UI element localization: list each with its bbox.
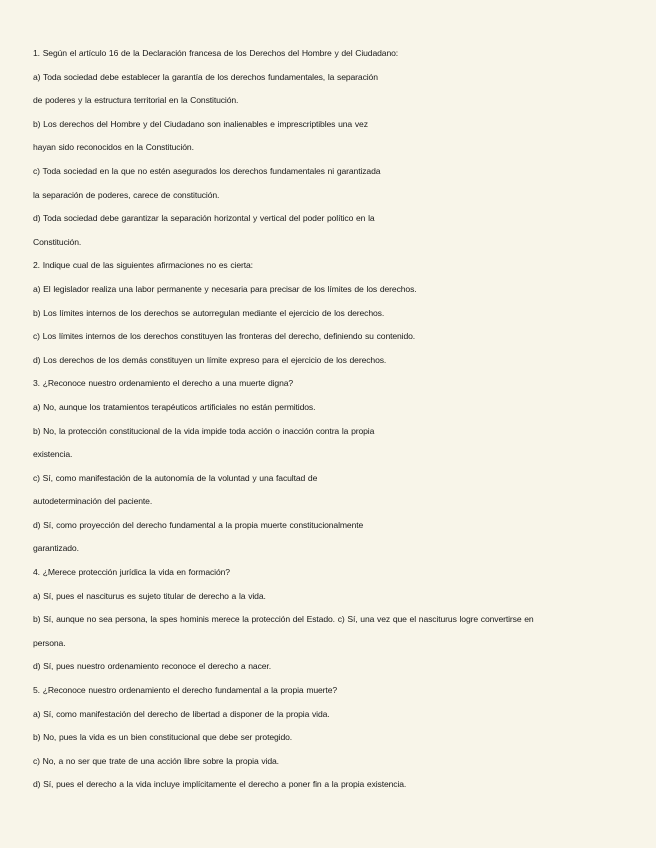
question-5-option-c: c) No, a no ser que trate de una acción libre sobre la propia vida.: [33, 755, 279, 766]
question-5-option-d: d) Sí, pues el derecho a la vida incluye implícitamente el derecho a poner fin a la propia existencia.: [33, 779, 407, 790]
question-3-option-b-cont: existencia.: [33, 449, 73, 460]
question-4-option-b-c: b) Sí, aunque no sea persona, la spes hominis merece la protección del Estado. c) Sí, una vez que el nasciturus logre convertirse en: [33, 614, 534, 625]
question-2-text: 2. Indique cual de las siguientes afirmaciones no es cierta:: [33, 260, 253, 271]
question-4-option-a: a) Sí, pues el nasciturus es sujeto titular de derecho a la vida.: [33, 590, 266, 601]
question-1-option-d: d) Toda sociedad debe garantizar la separación horizontal y vertical del poder político en la: [33, 213, 375, 224]
question-3-option-d: d) Sí, como proyección del derecho fundamental a la propia muerte constitucionalmente: [33, 519, 364, 530]
question-3-option-c: c) Sí, como manifestación de la autonomía de la voluntad y una facultad de: [33, 472, 318, 483]
question-3-option-c-cont: autodeterminación del paciente.: [33, 496, 153, 507]
question-2-option-a: a) El legislador realiza una labor permanente y necesaria para precisar de los límites de los derechos.: [33, 283, 417, 294]
question-1-option-a-cont: de poderes y la estructura territorial en la Constitución.: [33, 95, 239, 106]
question-1-option-c-cont: la separación de poderes, carece de constitución.: [33, 189, 220, 200]
question-2-option-b: b) Los límites internos de los derechos se autorregulan mediante el ejercicio de los derechos.: [33, 307, 385, 318]
question-4-option-c-cont: persona.: [33, 637, 66, 648]
question-1-option-d-cont: Constitución.: [33, 236, 82, 247]
question-4-text: 4. ¿Merece protección jurídica la vida en formación?: [33, 567, 230, 578]
question-2-option-c: c) Los límites internos de los derechos constituyen las fronteras del derecho, definiendo su contenido.: [33, 331, 416, 342]
question-3-option-a: a) No, aunque los tratamientos terapéuticos artificiales no están permitidos.: [33, 401, 316, 412]
question-5-option-a: a) Sí, como manifestación del derecho de libertad a disponer de la propia vida.: [33, 708, 330, 719]
question-2-option-d: d) Los derechos de los demás constituyen un límite expreso para el ejercicio de los derechos.: [33, 354, 387, 365]
question-3-text: 3. ¿Reconoce nuestro ordenamiento el derecho a una muerte digna?: [33, 378, 294, 389]
question-1-option-c: c) Toda sociedad en la que no estén asegurados los derechos fundamentales ni garantizada: [33, 165, 381, 176]
question-1-option-b: b) Los derechos del Hombre y del Ciudadano son inalienables e imprescriptibles una vez: [33, 118, 368, 129]
question-1-option-b-cont: hayan sido reconocidos en la Constitución.: [33, 142, 194, 153]
question-3-option-d-cont: garantizado.: [33, 543, 79, 554]
question-5-text: 5. ¿Reconoce nuestro ordenamiento el derecho fundamental a la propia muerte?: [33, 685, 338, 696]
document-page: [33, 48, 633, 803]
question-5-option-b: b) No, pues la vida es un bien constitucional que debe ser protegido.: [33, 732, 293, 743]
question-1-text: 1. Según el artículo 16 de la Declaración francesa de los Derechos del Hombre y del Ciudadano:: [33, 48, 399, 58]
question-1-option-a: a) Toda sociedad debe establecer la garantía de los derechos fundamentales, la separación: [33, 71, 378, 82]
question-3-option-b: b) No, la protección constitucional de la vida impide toda acción o inacción contra la propia: [33, 425, 375, 436]
question-4-option-d: d) Sí, pues nuestro ordenamiento reconoce el derecho a nacer.: [33, 661, 271, 672]
